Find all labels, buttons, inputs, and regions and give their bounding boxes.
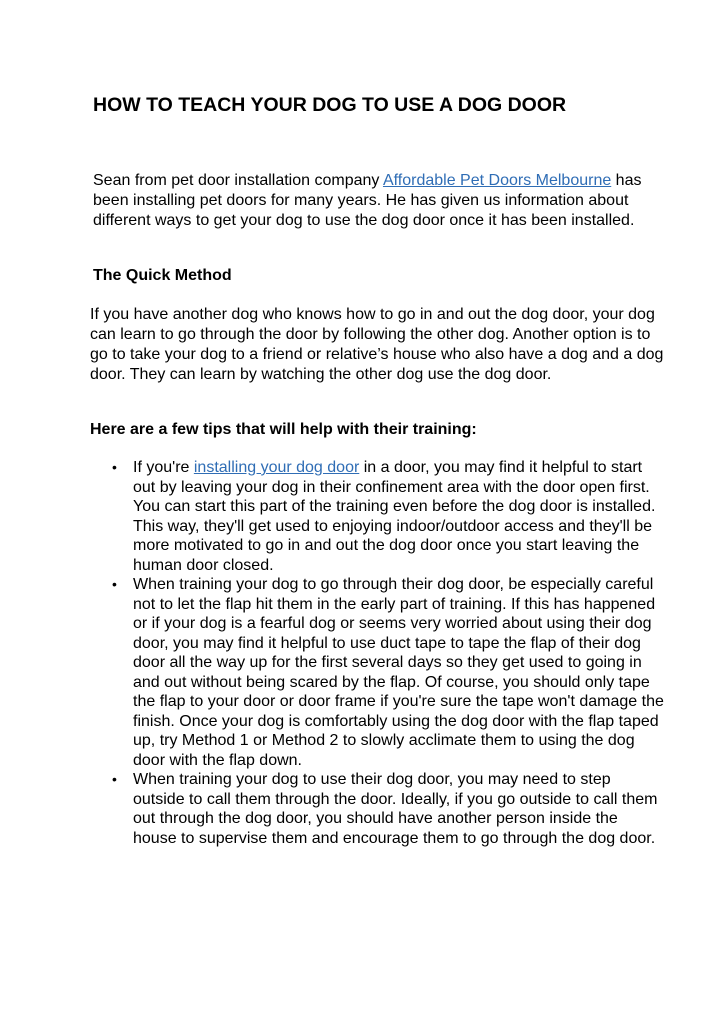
tips-list [90,458,665,848]
list-item [90,575,665,770]
list-item [90,770,665,848]
tip-text: When training your dog to go through their dog door, be especially careful not to let the flap hit them in the early part of training. If this has happened or if your dog is a fearful dog or seems very worried about using their dog door, you may find it helpful to use duct tape to tape the flap of their dog door all the way up for the first several days so they get used to going in and out without being scared by the flap. Of course, you should only tape the flap to your door or door frame if you're sure the tape won't damage the finish. Once your dog is comfortably using the dog door with the flap taped up, try Method 1 or Method 2 to slowly acclimate them to using the dog door with the flap down. [133,576,664,769]
list-item [90,458,665,575]
tip-text-end: in a door, you may find it helpful to start out by leaving your dog in their confinement area with the door open first. You can start this part of the training even before the dog door is installed. This way, they'll get used to enjoying indoor/outdoor access and they'll be more motivated to go in and out the dog door once you start leaving the human door closed. [133,459,656,574]
affordable-pet-doors-link[interactable]: Affordable Pet Doors Melbourne [382,172,612,189]
intro-text-start: Sean from pet door installation company [93,172,383,189]
bullet-icon: • [112,459,117,475]
quick-method-paragraph: If you have another dog who knows how to go in and out the dog door, your dog can learn to go through the door by following the other dog. Another option is to go to take your dog to a friend or relative’s house who also have a dog and a dog door. They can learn by watching the other dog use the dog door. [90,306,664,383]
quick-method-heading: The Quick Method [93,267,232,284]
intro-text-end: has been installing pet doors for many years. He has given us information about different ways to get your dog to use the dog door once it has been installed. [93,172,642,229]
intro-paragraph [93,171,663,231]
tip-text: When training your dog to use their dog door, you may need to step outside to call them through the door. Ideally, if you go outside to call them out through the dog door, you should have another person inside the house to supervise them and encourage them to go through the dog door. [133,771,658,847]
installing-dog-door-link[interactable]: installing your dog door [193,459,360,476]
page-title: HOW TO TEACH YOUR DOG TO USE A DOG DOOR [93,94,567,116]
bullet-icon: • [112,576,117,592]
tip-text-start: If you're [133,459,194,476]
tips-heading: Here are a few tips that will help with their training: [90,421,477,438]
bullet-icon: • [112,771,117,787]
